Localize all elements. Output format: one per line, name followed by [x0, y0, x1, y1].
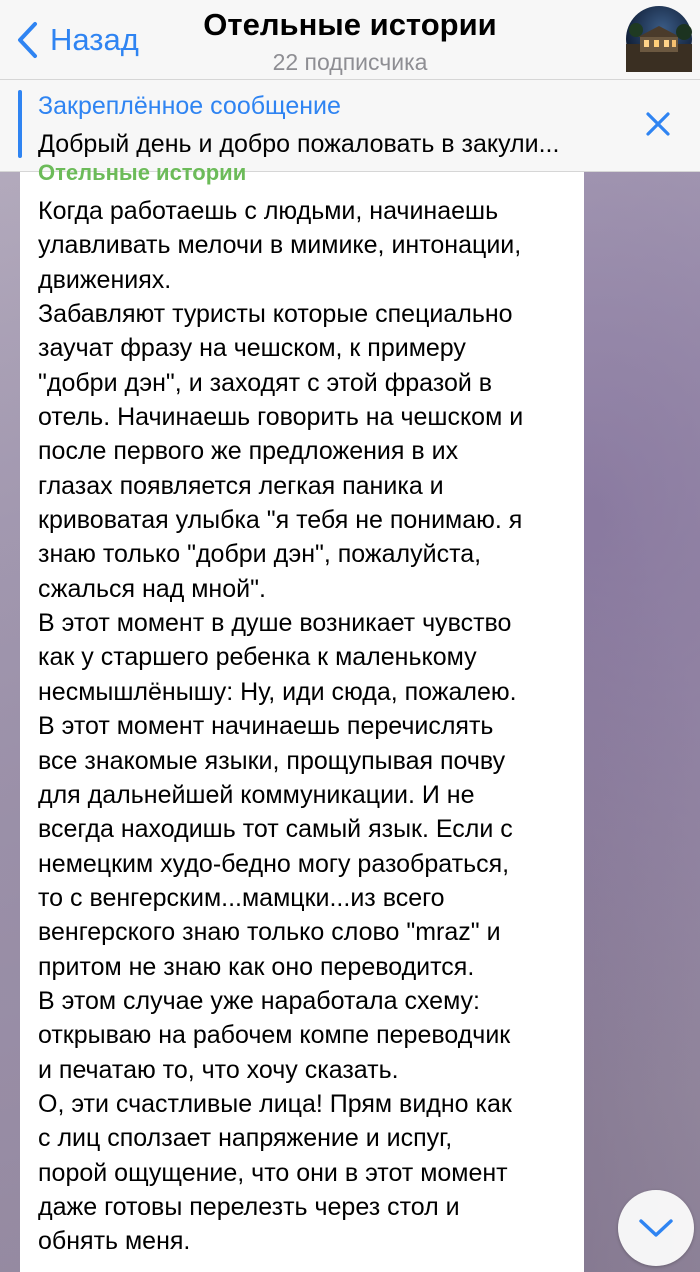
pinned-title: Закреплённое сообщение — [38, 92, 341, 120]
message-line: "добри дэн", и заходят с этой фразой в — [38, 368, 493, 397]
close-icon[interactable] — [644, 110, 672, 138]
message-line: порой ощущение, что они в этот момент — [38, 1158, 508, 1187]
message-line: как у старшего ребенка к маленькому — [38, 643, 477, 672]
message-line: В этом случае уже наработала схему: — [38, 986, 480, 1015]
message-line: и печатаю то, что хочу сказать. — [38, 1055, 399, 1084]
pinned-message-bar[interactable] — [0, 80, 700, 172]
message-line: притом не знаю как оно переводится. — [38, 952, 475, 981]
message-line: О, эти счастливые лица! Прям видно как — [38, 1089, 512, 1118]
message-line: отель. Начинаешь говорить на чешском и — [38, 403, 524, 432]
pinned-accent-bar — [18, 90, 22, 158]
chevron-down-icon — [638, 1217, 674, 1239]
message-line: глазах появляется легкая паника и — [38, 471, 444, 500]
message-line: В этот момент начинаешь перечислять — [38, 712, 494, 741]
message-bubble[interactable] — [20, 160, 584, 1272]
subscriber-count: 22 подписчика — [272, 49, 428, 75]
message-line: В этот момент в душе возникает чувство — [38, 609, 512, 638]
message-line: Забавляют туристы которые специально — [38, 300, 513, 329]
scroll-down-button[interactable] — [618, 1190, 694, 1266]
message-line: кривоватая улыбка "я тебя не понимаю. я — [38, 506, 523, 535]
message-line: обнять меня. — [38, 1227, 191, 1256]
message-text — [38, 194, 566, 1259]
message-line: улавливать мелочи в мимике, интонации, — [38, 231, 522, 260]
message-line: всегда находишь тот самый язык. Если с — [38, 815, 513, 844]
chevron-left-icon — [14, 20, 40, 60]
chat-title-block[interactable] — [150, 6, 550, 76]
message-line: все знакомые языки, прощупывая почву — [38, 746, 506, 775]
message-line: заучат фразу на чешском, к примеру — [38, 334, 466, 363]
message-line: сжалься над мной". — [38, 574, 266, 603]
message-line: движениях. — [38, 265, 172, 294]
message-line: венгерского знаю только слово "mraz" и — [38, 918, 501, 947]
message-line: немецким худо-бедно могу разобраться, — [38, 849, 510, 878]
chat-header — [0, 0, 700, 80]
pinned-text: Добрый день и добро пожаловать в закули... — [38, 130, 560, 158]
message-line: несмышлёнышу: Ну, иди сюда, пожалею. — [38, 677, 517, 706]
message-line: знаю только "добри дэн", пожалуйста, — [38, 540, 482, 569]
message-line: даже готовы перелезть через стол и — [38, 1192, 460, 1221]
message-sender: Отельные истории — [38, 160, 247, 185]
message-line: после первого же предложения в их — [38, 437, 459, 466]
back-button[interactable] — [14, 18, 139, 62]
avatar-image — [626, 6, 692, 72]
message-line: то с венгерским...мамцки...из всего — [38, 883, 445, 912]
back-label: Назад — [50, 22, 139, 57]
message-line: Когда работаешь с людьми, начинаешь — [38, 197, 499, 225]
message-line: для дальнейшей коммуникации. И не — [38, 780, 475, 809]
message-line: открываю на рабочем компе переводчик — [38, 1021, 511, 1050]
chat-title: Отельные истории — [203, 7, 497, 42]
message-line: с лиц сползает напряжение и испуг, — [38, 1124, 453, 1153]
channel-avatar[interactable] — [626, 6, 692, 72]
